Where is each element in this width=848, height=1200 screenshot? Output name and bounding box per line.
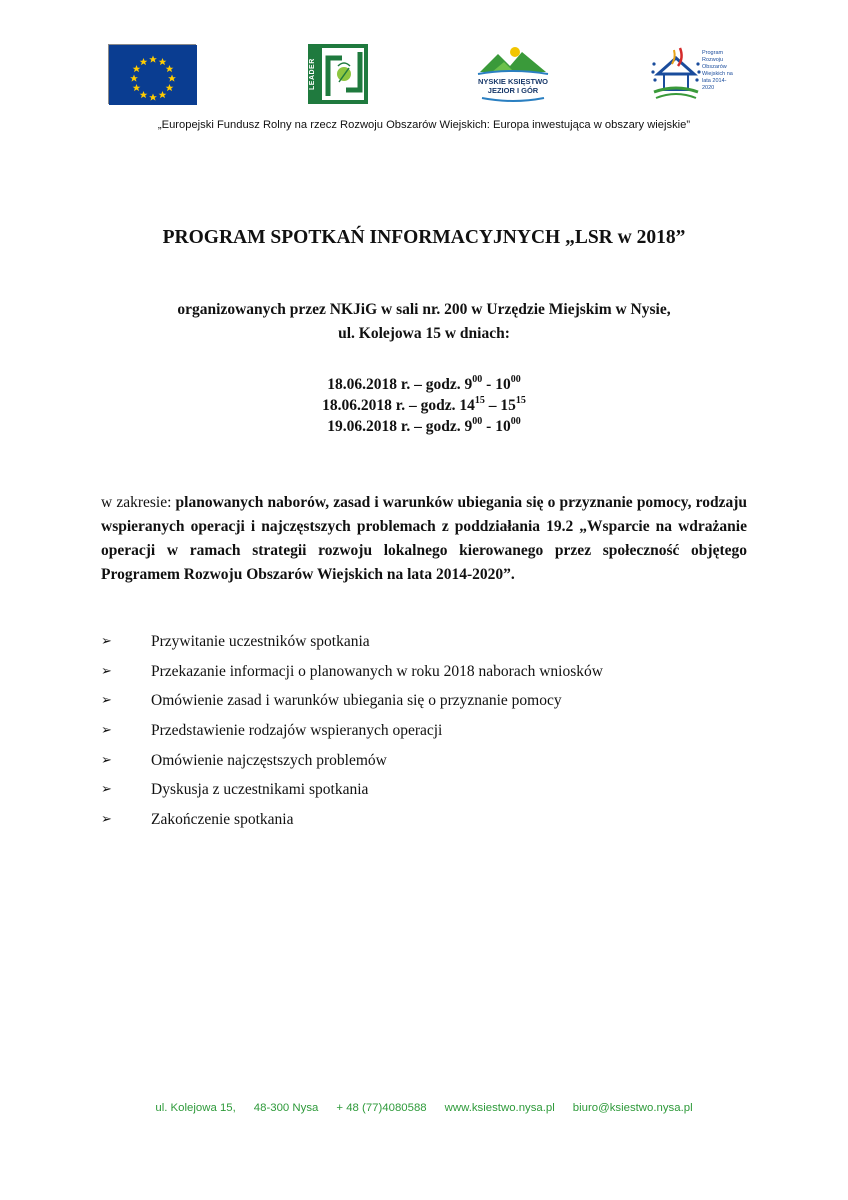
agenda-list xyxy=(101,632,721,840)
organizer-line-1: organizowanych przez NKJiG w sali nr. 200 w Urzędzie Miejskim w Nysie, xyxy=(177,301,671,318)
arrow-bullet-icon: ➢ xyxy=(101,812,112,828)
footer-website-link[interactable]: www.ksiestwo.nysa.pl xyxy=(444,1102,555,1114)
arrow-bullet-icon: ➢ xyxy=(101,663,112,679)
page-footer xyxy=(0,1102,848,1114)
leader-logo-icon xyxy=(308,44,368,104)
prow-logo-text: Program Rozwoju Obszarów Wiejskich na lata 2014-2020 xyxy=(702,50,733,91)
arrow-bullet-icon: ➢ xyxy=(101,634,112,649)
eu-flag-icon xyxy=(108,44,196,104)
list-item: ➢ Przedstawienie rodzajów wspieranych operacji xyxy=(101,722,443,740)
organizer-line-2: ul. Kolejowa 15 w dniach: xyxy=(338,325,510,342)
nyskie-logo-text-1: NYSKIE KSIĘSTWO xyxy=(477,77,548,86)
meeting-dates xyxy=(0,374,848,437)
arrow-bullet-icon: ➢ xyxy=(101,782,112,798)
fund-subtitle: „Europejski Fundusz Rolny na rzecz Rozwoju Obszarów Wiejskich: Europa inwestująca w obszary wiejskie” xyxy=(157,119,691,131)
footer-city: 48-300 Nysa xyxy=(253,1102,319,1114)
arrow-bullet-icon: ➢ xyxy=(101,693,112,709)
arrow-bullet-icon: ➢ xyxy=(101,752,112,768)
leader-logo-text: LEADER xyxy=(309,58,316,90)
nyskie-logo-text-2: JEZIOR I GÓR xyxy=(487,86,539,95)
scope-paragraph xyxy=(101,491,747,587)
arrow-bullet-icon: ➢ xyxy=(101,723,112,739)
footer-phone: + 48 (77)4080588 xyxy=(336,1102,427,1114)
organizer-info xyxy=(0,298,848,346)
nyskie-ksiestwo-logo-icon xyxy=(470,44,556,104)
list-item: ➢ Przekazanie informacji o planowanych w roku 2018 naborach wniosków xyxy=(101,662,603,680)
date-row: 18.06.2018 r. – godz. $14^{15} - 15^{15}$ xyxy=(322,394,526,414)
footer-address: ul. Kolejowa 15, xyxy=(155,1102,236,1114)
scope-body: planowanych naborów, zasad i warunków ubiegania się o przyznanie pomocy, rodzaju wspieranych operacji i najczęstszych problemach z poddziałania 19.2 „Wsparcie na wdrażanie operacji w ramach strategii rozwoju lokalnego kierowanego przez społeczność objętego Programem Rozwoju Obszarów Wiejskich na lata 2014-2020”. xyxy=(101,494,747,583)
date-row: 19.06.2018 r. – godz. $9^{00} - 10^{00}$ xyxy=(327,415,521,435)
list-item: ➢ Zakończenie spotkania xyxy=(101,811,294,829)
page-title: PROGRAM SPOTKAŃ INFORMACYJNYCH „LSR w 2018” xyxy=(162,227,686,248)
list-item: ➢ Omówienie najczęstszych problemów xyxy=(101,751,387,769)
list-item: ➢ Dyskusja z uczestnikami spotkania xyxy=(101,781,369,799)
date-row: 18.06.2018 r. – godz. $9^{00} - 10^{00}$ xyxy=(327,373,521,393)
prow-logo-icon xyxy=(650,44,740,100)
list-item: ➢ Omówienie zasad i warunków ubiegania się o przyznanie pomocy xyxy=(101,692,562,710)
footer-email-link[interactable]: biuro@ksiestwo.nysa.pl xyxy=(572,1102,693,1114)
scope-lead: w zakresie: xyxy=(101,494,176,511)
list-item: ➢ Przywitanie uczestników spotkania xyxy=(101,633,370,650)
